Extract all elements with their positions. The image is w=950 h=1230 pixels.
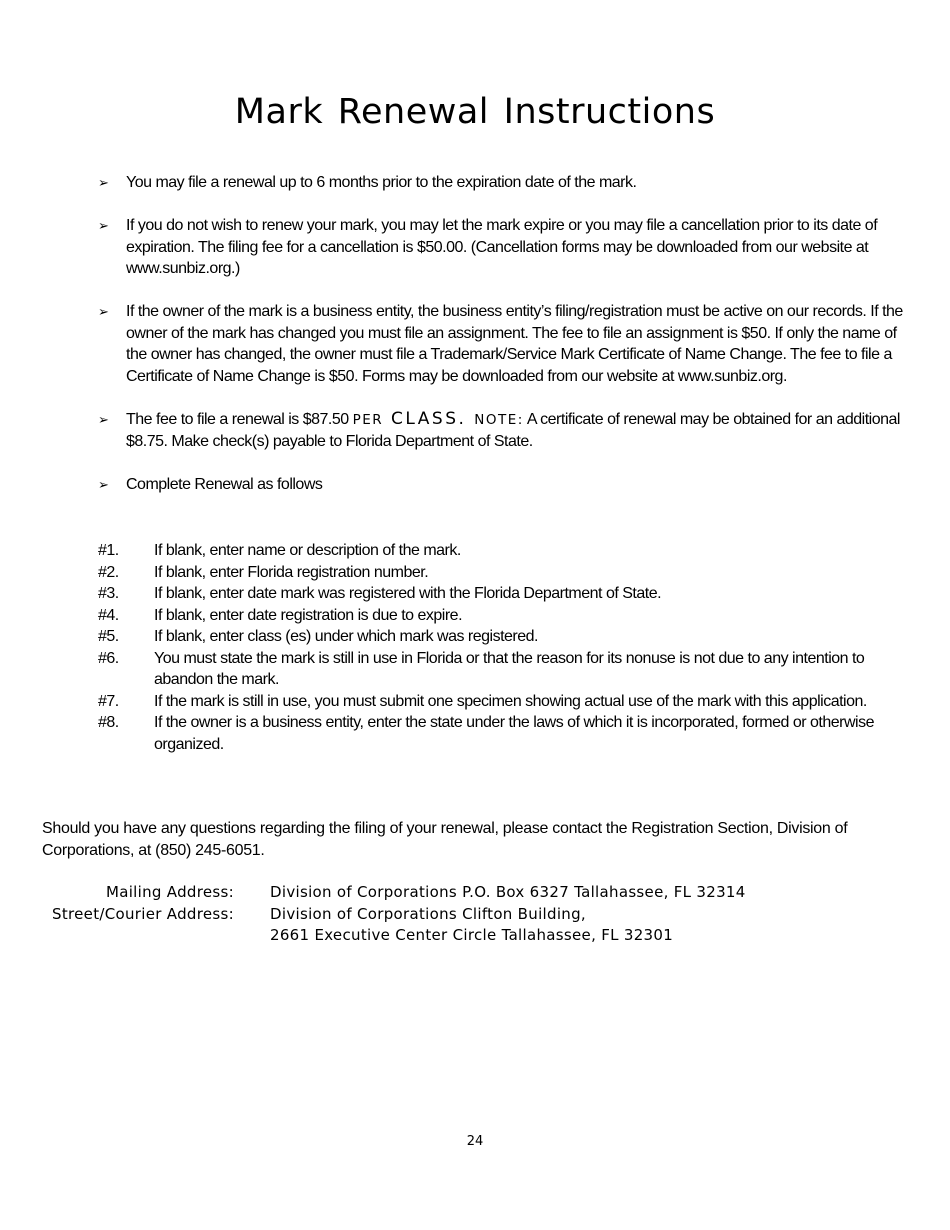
per-text: PER	[352, 411, 384, 428]
bullet-item	[98, 474, 918, 496]
bullet-text: Complete Renewal as follows	[126, 476, 323, 493]
bullet-text: If the owner of the mark is a business entity, the business entity’s filing/registration must be active on our records. If the owner of the mark has changed you must file an assignment. The fee to file an assignment is $50. If only the name of the owner has changed, the owner must file a Trademark/Service Mark Certificate of Name Change. The fee to file a Certificate of Name Change is $50. Forms may be downloaded from our website at www.sunbiz.org.	[126, 303, 903, 385]
bullet-item	[98, 172, 918, 194]
step-text: If blank, enter name or description of the mark.	[154, 542, 461, 559]
step-item	[98, 648, 918, 691]
step-number: #7.	[98, 692, 119, 710]
bullet-item	[98, 301, 918, 387]
step-item	[98, 691, 918, 713]
step-item	[98, 605, 918, 627]
arrow-bullet-icon: ➢	[98, 218, 109, 233]
bullet-text: If you do not wish to renew your mark, you may let the mark expire or you may file a cancellation prior to its date of expiration. The filing fee for a cancellation is $50.00. (Cancellation forms may be downloaded from our website at www.sunbiz.org.)	[126, 217, 878, 277]
street-address-label: Street/Courier Address:	[52, 904, 234, 923]
step-text: You must state the mark is still in use in Florida or that the reason for its nonuse is not due to any intention to abandon the mark.	[154, 649, 865, 688]
step-text: If blank, enter Florida registration number.	[154, 563, 429, 581]
step-item	[98, 562, 918, 584]
step-number: #1.	[98, 542, 119, 559]
bullet-text: You may file a renewal up to 6 months prior to the expiration date of the mark.	[126, 174, 637, 191]
renewal-steps	[98, 540, 918, 755]
step-number: #3.	[98, 585, 119, 602]
street-address-line2: 2661 Executive Center Circle Tallahassee, FL 32301	[270, 926, 674, 944]
arrow-bullet-icon: ➢	[98, 304, 109, 319]
arrow-bullet-icon: ➢	[98, 477, 109, 492]
step-text: If the mark is still in use, you must submit one specimen showing actual use of the mark with this application.	[154, 692, 867, 710]
step-text: If the owner is a business entity, enter the state under the laws of which it is incorporated, formed or otherwise organized.	[154, 714, 874, 753]
step-text: If blank, enter date registration is due to expire.	[154, 606, 463, 624]
mailing-address-value: Division of Corporations P.O. Box 6327 Tallahassee, FL 32314	[270, 883, 746, 901]
note-label: NOTE:	[474, 411, 524, 428]
page-number: 24	[466, 1134, 484, 1149]
bullet-item	[98, 215, 918, 280]
instruction-bullets	[98, 172, 918, 517]
step-number: #6.	[98, 649, 119, 667]
mailing-address-label: Mailing Address:	[105, 883, 234, 901]
step-item	[98, 583, 918, 605]
arrow-bullet-icon: ➢	[98, 175, 109, 190]
fee-lead-text: The fee to file a renewal is $87.50	[126, 410, 353, 428]
step-number: #4.	[98, 606, 119, 624]
arrow-bullet-icon: ➢	[98, 411, 109, 427]
class-text: CLASS.	[391, 408, 467, 429]
note-text: A certificate of renewal may be obtained for an additional $8.75. Make check(s) payable to Florida Department of State.	[126, 410, 900, 450]
step-item	[98, 540, 918, 562]
street-address-line1: Division of Corporations Clifton Building,	[270, 904, 586, 923]
page-title: Mark Renewal Instructions	[234, 92, 716, 132]
contact-paragraph: Should you have any questions regarding the filing of your renewal, please contact the Registration Section, Division of Corporations, at (850) 245-6051.	[42, 820, 848, 859]
step-number: #2.	[98, 563, 119, 581]
step-number: #5.	[98, 628, 119, 645]
step-text: If blank, enter date mark was registered with the Florida Department of State.	[154, 585, 662, 602]
step-item	[98, 712, 918, 755]
step-number: #8.	[98, 714, 119, 731]
step-text: If blank, enter class (es) under which mark was registered.	[154, 628, 538, 645]
fee-bullet-item	[98, 409, 918, 453]
step-item	[98, 626, 918, 648]
